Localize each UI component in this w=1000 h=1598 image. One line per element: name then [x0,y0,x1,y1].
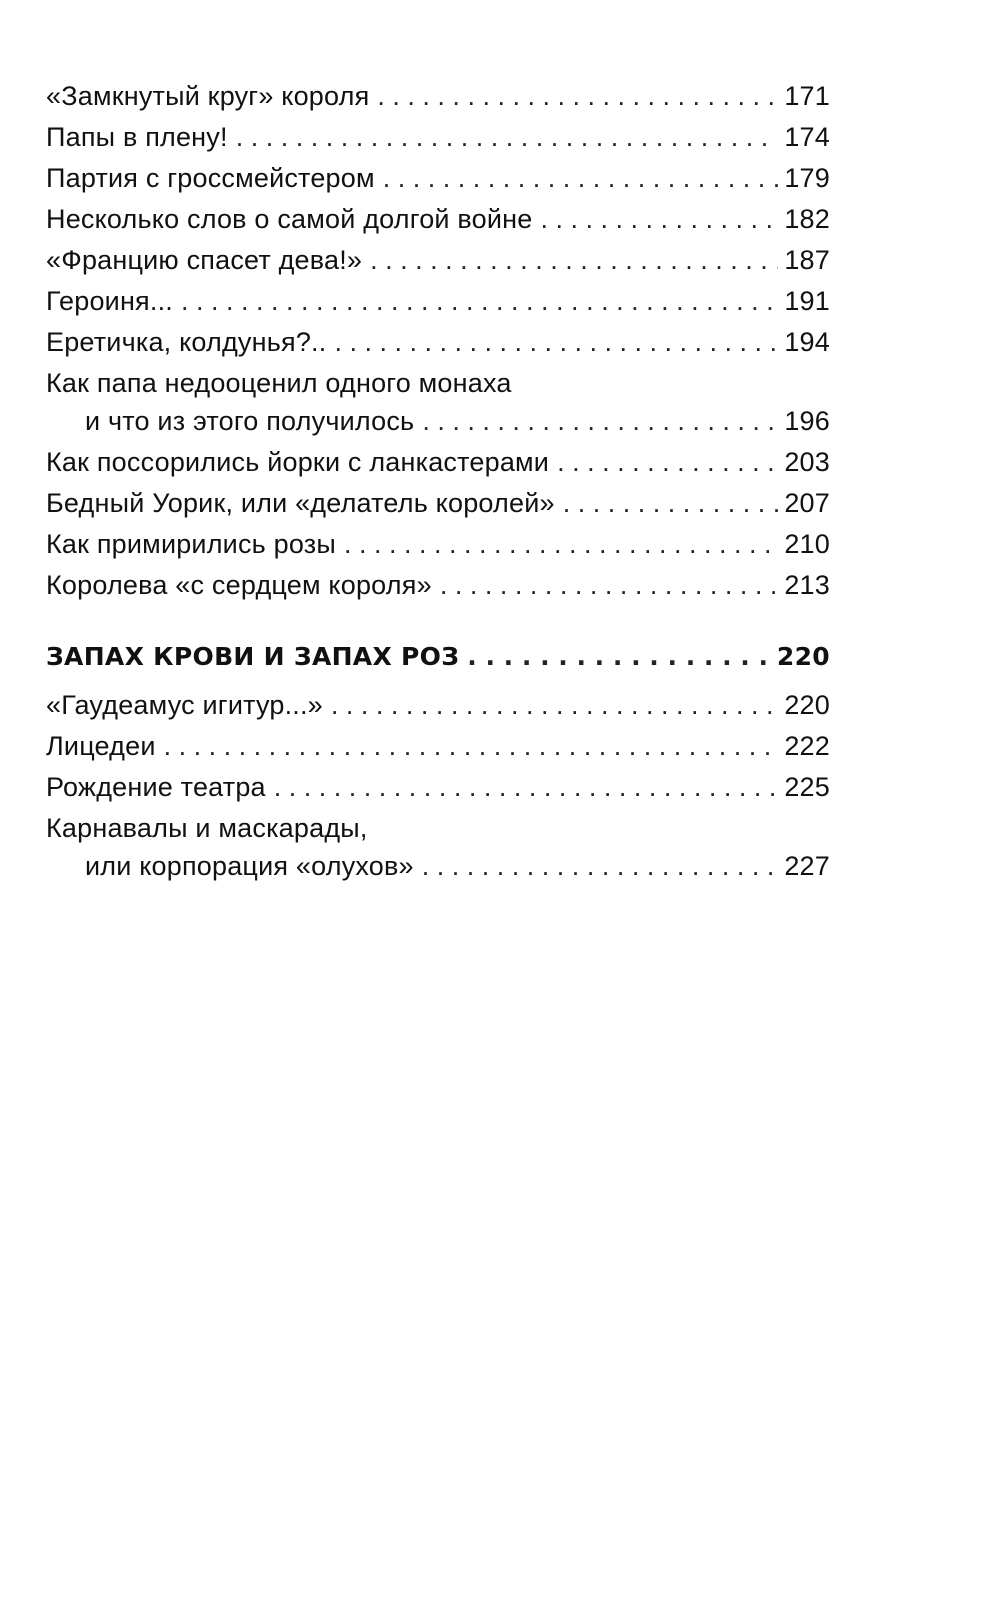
dot-leader [422,401,778,442]
toc-entry [46,685,830,726]
dot-leader [383,158,779,199]
toc-entry-page: 182 [784,204,830,234]
toc-entry [46,322,830,363]
toc-entry-page: 225 [784,772,830,802]
toc-entry-page: 191 [784,286,830,316]
toc-entry-title: «Замкнутый круг» короля [46,81,370,111]
dot-leader [331,685,778,726]
toc-entry [46,76,830,117]
toc-entry [46,565,830,606]
toc-entry-page: 220 [784,690,830,720]
dot-leader [563,483,779,524]
toc-entry [46,767,830,808]
toc-entry-title: Рождение театра [46,772,266,802]
toc-entry-page: 210 [784,529,830,559]
toc-entry [46,158,830,199]
toc-entry [46,483,830,524]
toc-entry-title: Еретичка, колдунья?.. [46,327,327,357]
toc-entry [46,442,830,483]
toc-entry [46,524,830,565]
toc-entry-title: Лицедеи [46,731,156,761]
dot-leader [334,322,778,363]
dot-leader [467,636,771,677]
toc-entry-page: 196 [784,406,830,436]
toc-entry [46,199,830,240]
toc-entry-title-line2: и что из этого получилось [85,406,415,436]
dot-leader [181,281,778,322]
toc-entry-title: «Гаудеамус игитур...» [46,690,323,720]
toc-entry-page: 187 [784,245,830,275]
toc-entry-page: 194 [784,327,830,357]
toc-entry-title: Королева «с сердцем короля» [46,570,432,600]
toc-entry-title: Героиня... [46,286,173,316]
toc-entry-title: «Францию спасет дева!» [46,245,363,275]
toc-entry-title-line1: Как папа недооценил одного монаха [46,368,512,398]
toc-entry-page: 207 [784,488,830,518]
dot-leader [370,240,778,281]
toc-entry [46,117,830,158]
table-of-contents [46,76,830,887]
toc-entry [46,240,830,281]
dot-leader [377,76,778,117]
toc-entry-multiline [46,366,830,442]
dot-leader [422,846,779,887]
toc-entry-title: Несколько слов о самой долгой войне [46,204,533,234]
toc-entry-page: 227 [784,851,830,881]
toc-entry-title-line1: Карнавалы и маскарады, [46,813,368,843]
toc-entry-title-line2: или корпорация «олухов» [85,851,414,881]
toc-entry-title: Как поссорились йорки с ланкастерами [46,447,550,477]
toc-entry [46,281,830,322]
toc-entry [46,726,830,767]
toc-entry-page: 222 [784,731,830,761]
dot-leader [540,199,778,240]
toc-entry-multiline [46,811,830,887]
toc-entry-title: Бедный Уорик, или «делатель королей» [46,488,555,518]
toc-entry-page: 203 [784,447,830,477]
toc-section-heading [46,636,830,677]
toc-entry-title: Как примирились розы [46,529,336,559]
dot-leader [274,767,779,808]
toc-entry-page: 171 [784,81,830,111]
toc-entry-page: 213 [784,570,830,600]
dot-leader [557,442,778,483]
toc-entry-title: Партия с гроссмейстером [46,163,375,193]
toc-entry-page: 179 [784,163,830,193]
section-page: 220 [776,642,830,671]
dot-leader [344,524,778,565]
dot-leader [236,117,779,158]
toc-entry-title: Папы в плену! [46,122,228,152]
dot-leader [440,565,779,606]
dot-leader [164,726,779,767]
section-title: ЗАПАХ КРОВИ И ЗАПАХ РОЗ [46,642,460,671]
toc-entry-page: 174 [784,122,830,152]
